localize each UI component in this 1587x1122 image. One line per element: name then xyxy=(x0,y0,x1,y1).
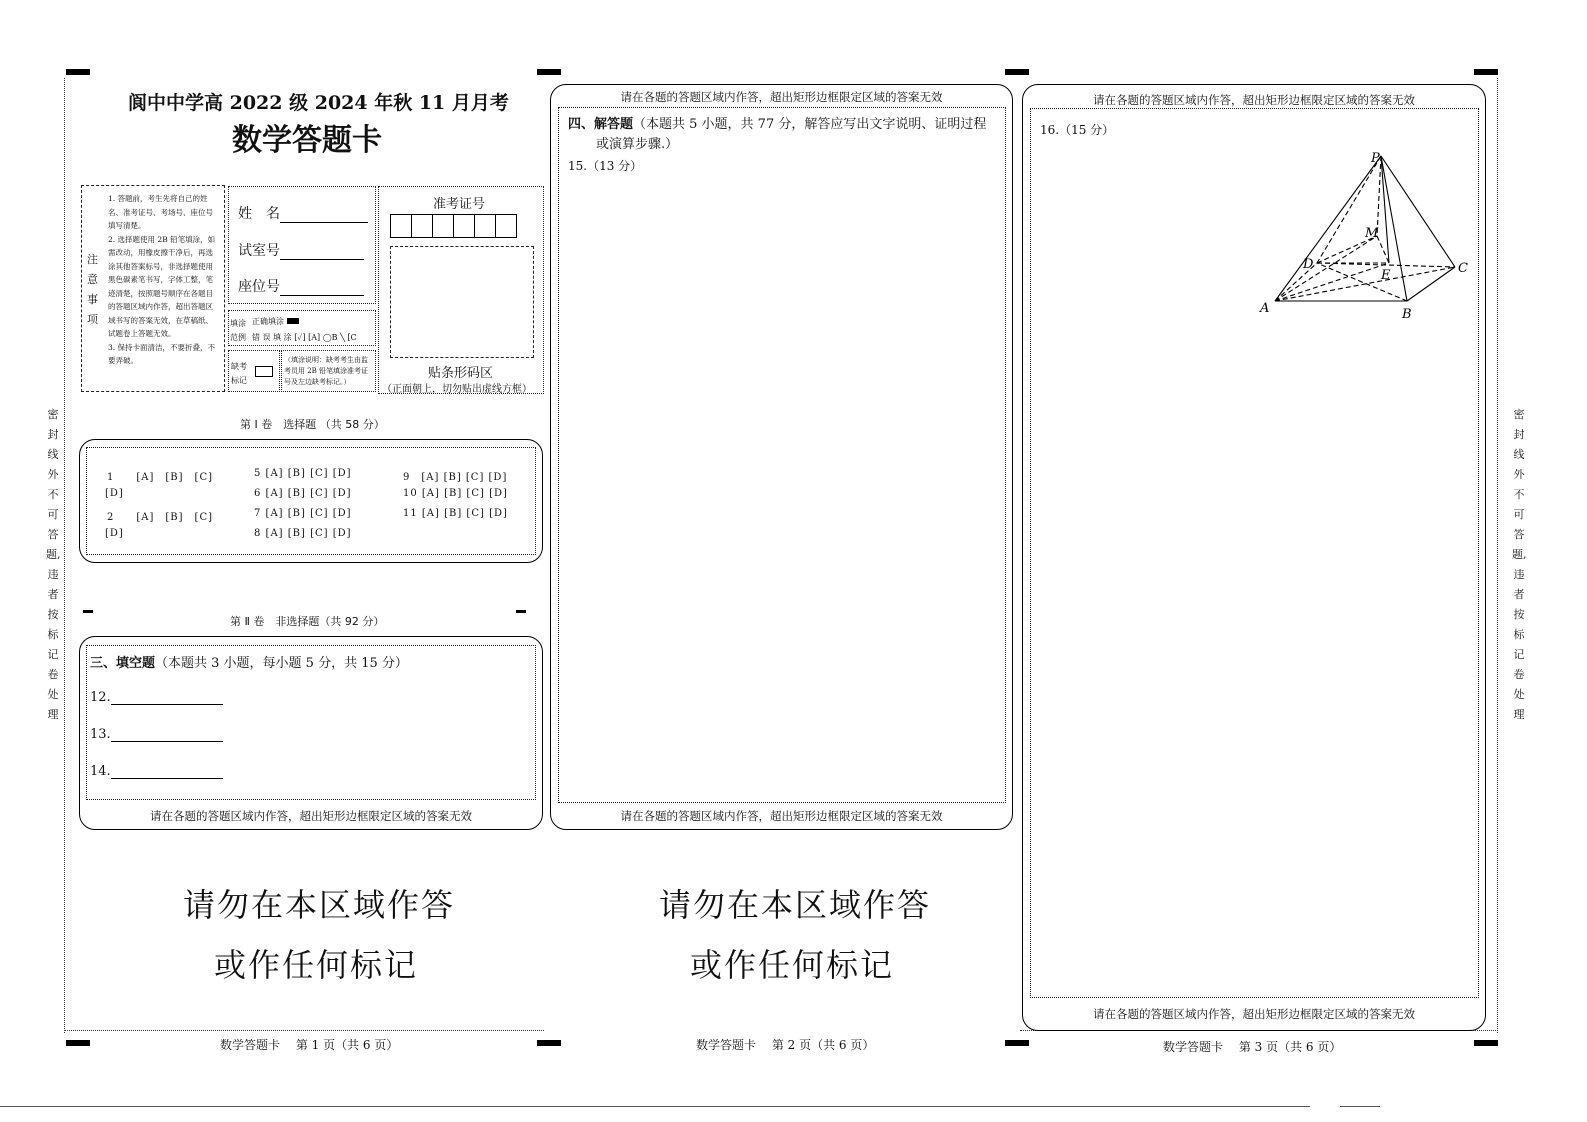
q14-field[interactable]: 14. xyxy=(90,764,223,779)
q12-field[interactable]: 12. xyxy=(90,690,223,705)
warning-text: 请在各题的答题区域内作答，超出矩形边框限定区域的答案无效 xyxy=(1093,1007,1415,1021)
label-a: A xyxy=(1260,301,1270,316)
notice-item: 1. 答题前，考生先将自己的姓名、准考证号、考场号、座位号填写清楚。 xyxy=(108,194,213,230)
seal-text-left: 密封线外不可答题,违者按标记卷处理 xyxy=(46,408,61,721)
notice-item: 3. 保持卡面清洁，不要折叠，不要弄破。 xyxy=(108,342,216,365)
fill-section-title: 三、填空题（本题共 3 小题，每小题 5 分，共 15 分） xyxy=(90,656,408,671)
footer-page3: 数学答题卡 第 3 页（共 6 页） xyxy=(1163,1040,1342,1054)
warning-text: 请在各题的答题区域内作答，超出矩形边框限定区域的答案无效 xyxy=(620,809,943,823)
edge-bc xyxy=(1407,267,1455,301)
edge-dc xyxy=(1317,263,1455,267)
warning-text: 请在各题的答题区域内作答，超出矩形边框限定区域的答案无效 xyxy=(1093,93,1415,107)
notice-item: 2. 选择题使用 2B 铅笔填涂，如需改动，用橡皮擦干净后，再选涂其他答案标号，非选择题使用黑色碳素笔书写，字体工整，笔迹清楚，按照题号顺序在各题目的答题区域内作答，超出答题区域书写的答案无效，在草稿纸、试题卷上答题无效。 xyxy=(108,234,216,338)
barcode-area xyxy=(390,246,534,358)
mc-row[interactable]: [D] xyxy=(105,528,124,539)
pyramid-figure xyxy=(1255,148,1470,323)
edge-pm xyxy=(1377,156,1381,236)
mc-row[interactable]: 7 [A] [B] [C] [D] xyxy=(254,508,352,519)
mc-row[interactable]: 2 [A] [B] [C] xyxy=(107,512,213,523)
mc-row[interactable]: 10 [A] [B] [C] [D] xyxy=(403,488,508,499)
barcode-hint: （正面朝上，切勿贴出虚线方框） xyxy=(382,384,532,395)
mc-row[interactable]: 9 [A] [B] [C] [D] xyxy=(403,472,508,483)
mc-row[interactable]: 1 [A] [B] [C] xyxy=(107,472,213,483)
notice-items xyxy=(108,192,220,368)
footer-page1: 数学答题卡 第 1 页（共 6 页） xyxy=(220,1038,399,1052)
mc-row[interactable]: 11 [A] [B] [C] [D] xyxy=(403,508,508,519)
section2-title: 第 Ⅱ 卷 非选择题（共 92 分） xyxy=(230,615,385,628)
seat-field[interactable]: 座位号 xyxy=(238,276,364,296)
no-answer-line1: 请勿在本区域作答 xyxy=(659,886,932,924)
label-m: M xyxy=(1365,226,1379,241)
section1-title: 第 Ⅰ 卷 选择题 （共 58 分） xyxy=(240,418,385,431)
warning-text: 请在各题的答题区域内作答，超出矩形边框限定区域的答案无效 xyxy=(150,809,472,823)
barcode-label: 贴条形码区 xyxy=(428,366,494,381)
exam-id-cells[interactable] xyxy=(390,214,517,238)
notice-label: 注 意 事 项 xyxy=(87,253,98,326)
edge-pd xyxy=(1317,156,1381,263)
q16-label: 16.（15 分） xyxy=(1040,123,1115,137)
no-answer-line2: 或作任何标记 xyxy=(214,946,419,984)
room-field[interactable]: 试室号 xyxy=(238,240,364,260)
mc-row[interactable]: 6 [A] [B] [C] [D] xyxy=(254,488,352,499)
mc-row[interactable]: 8 [A] [B] [C] [D] xyxy=(254,528,352,539)
mc-row[interactable]: 5 [A] [B] [C] [D] xyxy=(254,468,352,479)
solve-section-title: 四、解答题（本题共 5 小题，共 77 分，解答应写出文字说明、证明过程 或演算步骤.） xyxy=(568,117,987,152)
q13-field[interactable]: 13. xyxy=(90,727,223,742)
label-b: B xyxy=(1402,307,1412,322)
warning-text: 请在各题的答题区域内作答，超出矩形边框限定区域的答案无效 xyxy=(620,90,943,104)
exam-id-title: 准考证号 xyxy=(433,197,486,212)
label-e: E xyxy=(1381,268,1391,283)
label-c: C xyxy=(1458,261,1468,276)
seal-text-right: 密封线外不可答题,违者按标记卷处理 xyxy=(1512,408,1527,721)
page-title: 数学答题卡 xyxy=(232,123,382,158)
edge-ac xyxy=(1275,267,1455,301)
no-answer-line2: 或作任何标记 xyxy=(690,946,895,984)
mc-row[interactable]: [D] xyxy=(105,488,124,499)
no-answer-line1: 请勿在本区域作答 xyxy=(183,886,456,924)
edge-pc xyxy=(1381,156,1455,267)
school-title: 阆中中学高 2022 级 2024 年秋 11 月月考 xyxy=(128,92,509,114)
label-p: P xyxy=(1371,151,1380,166)
name-field[interactable]: 姓 名 xyxy=(238,203,368,223)
q15-answer-area[interactable] xyxy=(562,178,1002,798)
edge-ae xyxy=(1275,263,1389,301)
answer-sheet-page: 密封线外不可答题,违者按标记卷处理 密封线外不可答题,违者按标记卷处理 阆中中学高 2022 级 2024 年秋 11 月月考 数学答题卡 注 意 事 项 1. 答题前，考生先将自己的姓名、准考证号、考场号、座位号填写清楚。 2. 选择题使用 2B 铅笔填涂，如需改动，用橡皮擦干净后，再选涂其他答案标号，非选择题使用黑色碳素笔书写，字体工整，笔迹清楚，按照题号顺序在各题目的答题区域内作答，超出答题区域书写的答案无效，在草稿纸、试题卷上答题无效。 3. 保持卡面清洁，不要折叠，不要弄破。 姓 名 试室号 座位号 填涂 范例 正确填涂 错 误 填 涂 [✓] [A] ◯B ╲ [C 缺考 标记 （填涂说明：缺考考生由监考员用 2B 铅笔填涂准考证号及左边缺考标记。） 准考证号 贴条形码区 （正面朝上，切勿贴出虚线方框） 第 Ⅰ 卷 选择题 （共 58 分） 1 [A] [B] [C] 5 [A] [B] [C] [D] 9 [A] [B] [C] [D] [D] 6 [A] [B] [C] [D] 10 [A] [B] [C] [D] 2 [A] [B] [C] 7 [A] [B] [C] [D] 11 [A] [B] [C] [D] [D] 8 [A] [B] [C] [D] 第 Ⅱ 卷 非选择题（共 92 分） 三、填空题（本题共 3 小题，每小题 5 分，共 15 分） 12. 13. 14. 请在各题的答题区域内作答，超出矩形边框限定区域的答案无效 请勿在本区域作答 或作任何标记 数学答题卡 第 1 页（共 6 页） 请在各题的答题区域内作答，超出矩形边框限定区域的答案无效 四、解答题（本题共 5 小题，共 77 分，解答应写出文字说明、证明过程 或演算步骤.） 15.（13 分） 请在各题的答题区域内作答，超出矩形边框限定区域的答案无效 请勿在本区域作答 或作任何标记 数学答题卡 第 2 页（共 6 页） 请在各题的答题区域内作答，超出矩形边框限定区域的答案无效 16.（15 分） P M D E C A B 请在各题的答题区域内作答，超出矩形边框限定区域的答案无效 数学答题卡 第 3 页（共 6 页） xyxy=(0,0,1587,1122)
absent-checkbox[interactable] xyxy=(255,366,273,377)
q15-label: 15.（13 分） xyxy=(568,159,643,173)
label-d: D xyxy=(1303,257,1314,272)
footer-page2: 数学答题卡 第 2 页（共 6 页） xyxy=(696,1038,875,1052)
